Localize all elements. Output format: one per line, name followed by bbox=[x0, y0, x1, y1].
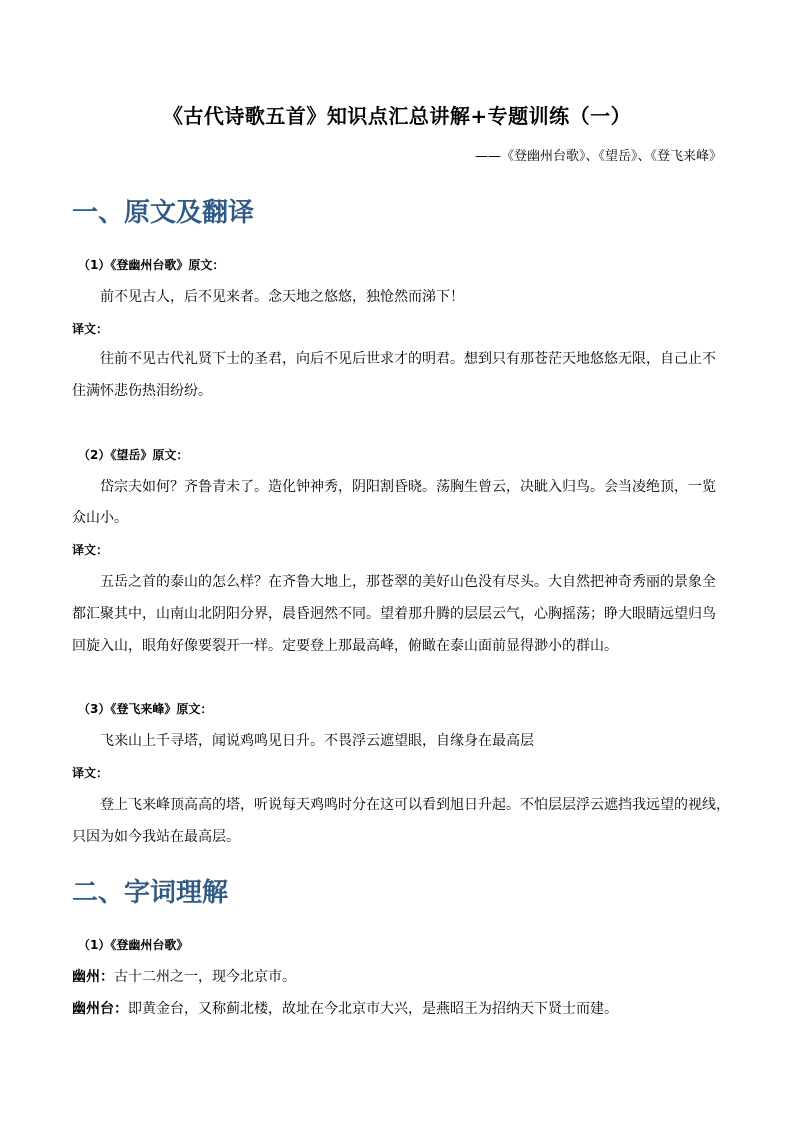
vocabulary-poem-label: （1）《登幽州台歌》 bbox=[78, 938, 189, 952]
translation-label: 译文： bbox=[72, 543, 109, 557]
translation-line: 只因为如今我站在最高层。 bbox=[72, 829, 240, 845]
poem-label: （2）《望岳》原文： bbox=[78, 448, 189, 462]
definition-item bbox=[72, 966, 296, 986]
translation-line: 都汇聚其中，山南山北阴阳分界，晨昏迥然不同。望着那升腾的层层云气，心胸摇荡；睁大眼睛远望归鸟 bbox=[72, 606, 716, 622]
document-subtitle: ——《登幽州台歌》、《望岳》、《登飞来峰》 bbox=[474, 149, 722, 164]
translation-label: 译文： bbox=[72, 766, 109, 780]
definition-item bbox=[72, 998, 618, 1018]
poem-label: （3）《登飞来峰》原文： bbox=[78, 702, 213, 716]
definition-text: 即黄金台，又称蓟北楼，故址在今北京市大兴，是燕昭王为招纳天下贤士而建。 bbox=[128, 1001, 618, 1017]
poem-original-line: 岱宗夫如何？齐鲁青未了。造化钟神秀，阴阳割昏晓。荡胸生曾云，决眦入归鸟。会当凌绝顶，一览 bbox=[100, 479, 716, 495]
section-heading-vocabulary: 二、字词理解 bbox=[72, 878, 229, 908]
translation-line: 五岳之首的泰山的怎么样？在齐鲁大地上，那苍翠的美好山色没有尽头。大自然把神奇秀丽的景象全 bbox=[100, 574, 716, 590]
definition-term: 幽州台： bbox=[72, 1001, 128, 1017]
translation-line: 登上飞来峰顶高高的塔，听说每天鸡鸣时分在这可以看到旭日升起。不怕层层浮云遮挡我远望的视线， bbox=[100, 797, 730, 813]
definition-term: 幽州： bbox=[72, 969, 114, 985]
translation-line: 回旋入山，眼角好像要裂开一样。定要登上那最高峰，俯瞰在泰山面前显得渺小的群山。 bbox=[72, 638, 618, 654]
translation-label: 译文： bbox=[72, 322, 109, 336]
translation-line: 住满怀悲伤热泪纷纷。 bbox=[72, 383, 212, 399]
poem-original-line: 飞来山上千寻塔，闻说鸡鸣见日升。不畏浮云遮望眼，自缘身在最高层 bbox=[100, 733, 534, 749]
translation-line: 往前不见古代礼贤下士的圣君，向后不见后世求才的明君。想到只有那苍茫天地悠悠无限，自己止不 bbox=[100, 351, 716, 367]
poem-original-line: 前不见古人，后不见来者。念天地之悠悠，独怆然而涕下！ bbox=[100, 289, 464, 305]
section-heading-translation: 一、原文及翻译 bbox=[72, 198, 255, 228]
document-title: 《古代诗歌五首》知识点汇总讲解+专题训练（一） bbox=[162, 104, 632, 128]
poem-original-line: 众山小。 bbox=[72, 510, 128, 526]
definition-text: 古十二州之一，现今北京市。 bbox=[114, 969, 296, 985]
poem-label: （1）《登幽州台歌》原文： bbox=[78, 258, 225, 272]
